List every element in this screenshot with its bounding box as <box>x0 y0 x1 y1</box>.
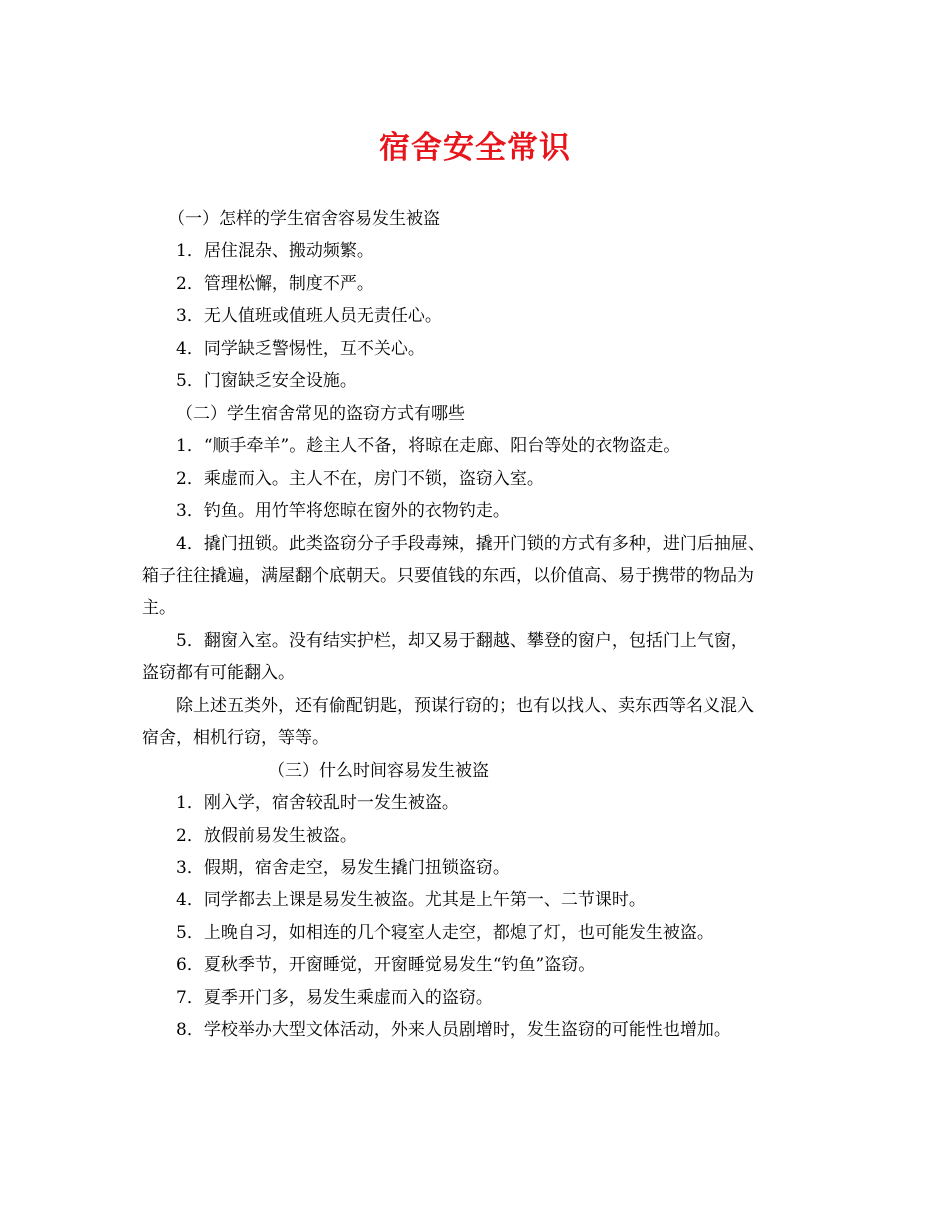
document-line: 1．居住混杂、搬动频繁。 <box>176 241 374 261</box>
document-line: 除上述五类外，还有偷配钥匙，预谋行窃的；也有以找人、卖东西等名义混入 <box>176 696 754 716</box>
document-line: （三）什么时间容易发生被盗 <box>268 761 489 781</box>
document-line: 4．同学缺乏警惕性，互不关心。 <box>176 339 425 359</box>
document-line: 5．上晚自习，如相连的几个寝室人走空，都熄了灯，也可能发生被盗。 <box>176 923 714 943</box>
document-line: 宿舍，相机行窃，等等。 <box>142 728 329 748</box>
document-line: 2．乘虚而入。主人不在，房门不锁，盗窃入室。 <box>176 469 544 489</box>
document-line: 箱子往往撬遍，满屋翻个底朝天。只要值钱的东西，以价值高、易于携带的物品为 <box>142 566 754 586</box>
document-line: （一）怎样的学生宿舍容易发生被盗 <box>168 209 440 229</box>
document-line: 5．门窗缺乏安全设施。 <box>176 371 357 391</box>
document-line: 4．撬门扭锁。此类盗窃分子手段毒辣，撬开门锁的方式有多种，进门后抽屉、 <box>176 534 765 554</box>
document-line: 5．翻窗入室。没有结实护栏，却又易于翻越、攀登的窗户，包括门上气窗， <box>176 631 748 651</box>
document-title: 宿舍安全常识 <box>379 130 571 166</box>
document-line: 2．管理松懈，制度不严。 <box>176 274 374 294</box>
document-line: 2．放假前易发生被盗。 <box>176 826 357 846</box>
document-line: 7．夏季开门多，易发生乘虚而入的盗窃。 <box>176 988 493 1008</box>
document-line: 3．假期，宿舍走空，易发生撬门扭锁盗窃。 <box>176 858 510 878</box>
document-line: 8．学校举办大型文体活动，外来人员剧增时，发生盗窃的可能性也增加。 <box>176 1020 731 1040</box>
document-line: 主。 <box>142 598 176 618</box>
document-line: （二）学生宿舍常见的盗窃方式有哪些 <box>176 404 465 424</box>
document-line: 3．无人值班或值班人员无责任心。 <box>176 306 442 326</box>
document-line: 盗窃都有可能翻入。 <box>142 663 295 683</box>
document-line: 4．同学都去上课是易发生被盗。尤其是上午第一、二节课时。 <box>176 890 646 910</box>
document-line: 1．“顺手牵羊”。趁主人不备，将晾在走廊、阳台等处的衣物盗走。 <box>176 436 681 456</box>
document-line: 3．钓鱼。用竹竿将您晾在窗外的衣物钓走。 <box>176 501 510 521</box>
document-line: 1．刚入学，宿舍较乱时一发生被盗。 <box>176 793 459 813</box>
document-line: 6．夏秋季节，开窗睡觉，开窗睡觉易发生“钓鱼”盗窃。 <box>176 955 596 975</box>
